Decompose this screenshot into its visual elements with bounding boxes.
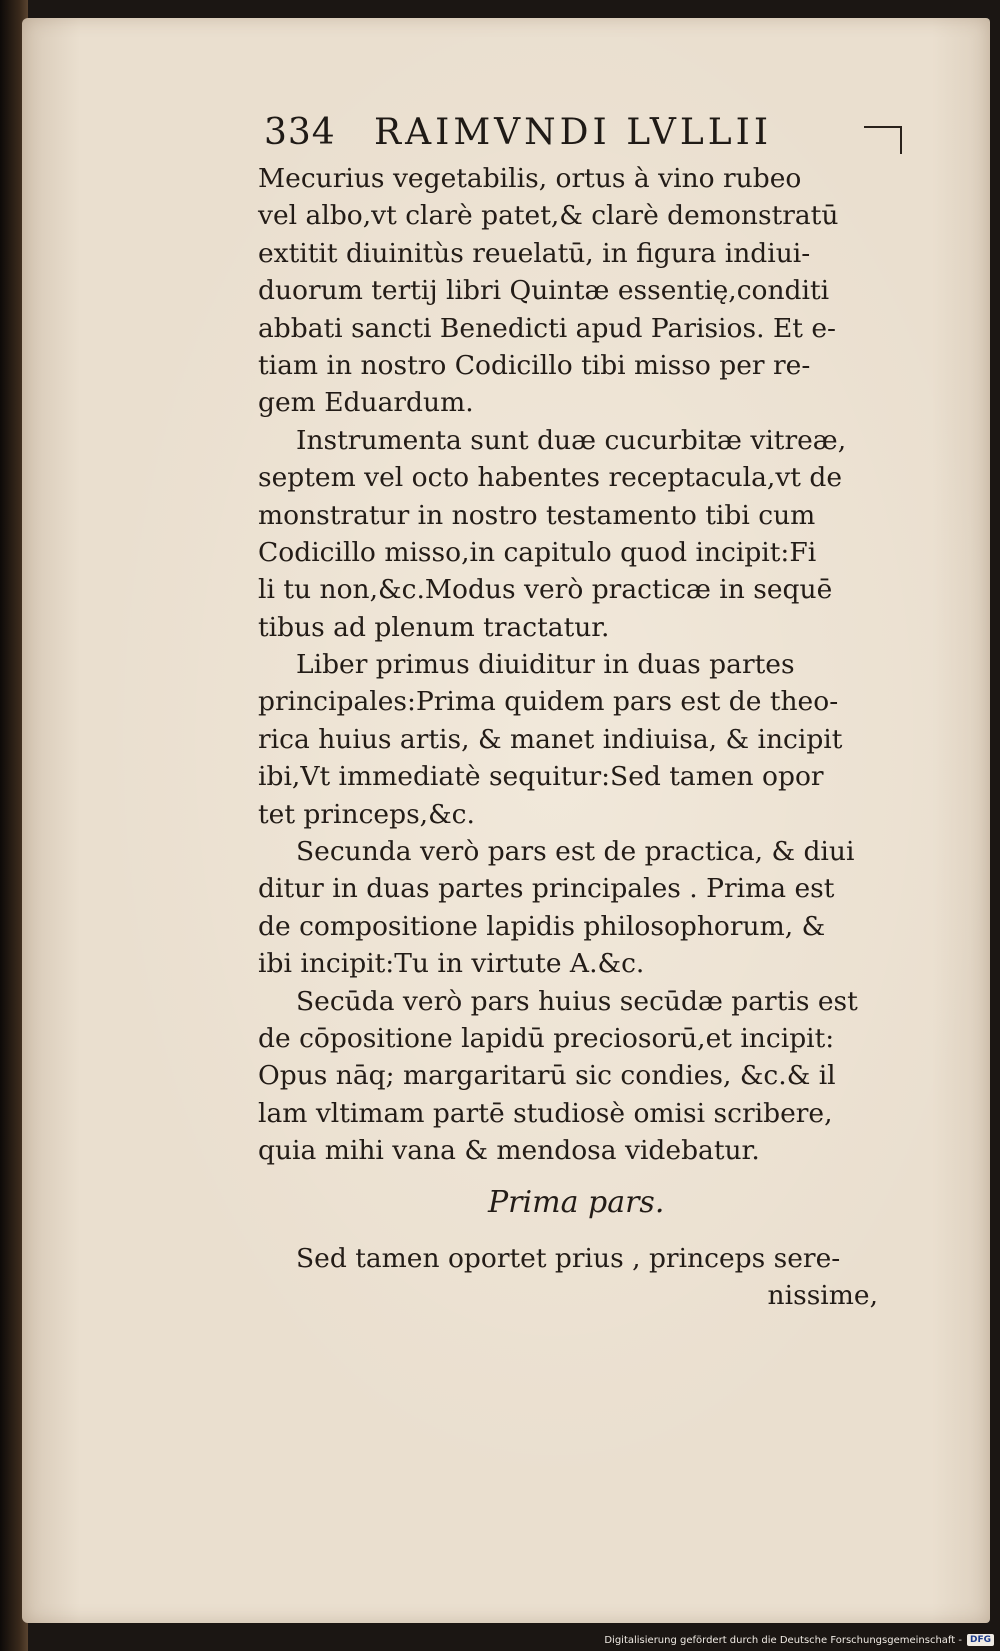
text-line: Instrumenta sunt duæ cucurbitæ vitreæ,	[296, 424, 847, 456]
text-line: monstratur in nostro testamento tibi cum	[258, 499, 816, 531]
text-line: extitit diuinitùs reuelatū, in figura indiui-	[258, 237, 811, 269]
text-line: Codicillo misso,in capitulo quod incipit:Fi	[258, 536, 817, 568]
credit-text: Digitalisierung gefördert durch die Deutsche Forschungsgemeinschaft -	[604, 1634, 962, 1646]
header-rule	[864, 126, 902, 154]
text-line: li tu non,&c.Modus verò practicæ in sequē	[258, 574, 833, 606]
text-line: duorum tertij libri Quintæ essentię,conditi	[258, 275, 830, 307]
text-line: septem vel octo habentes receptacula,vt de	[258, 462, 843, 494]
text-line: Liber primus diuiditur in duas partes	[296, 649, 795, 681]
text-line: Opus nāq; margaritarū sic condies, &c.& il	[258, 1060, 836, 1092]
text-line: ibi incipit:Tu in virtute A.&c.	[258, 948, 645, 980]
text-line: rica huius artis, & manet indiuisa, & incipit	[258, 723, 843, 755]
text-line: principales:Prima quidem pars est de theo-	[258, 686, 839, 718]
running-head: RAIMVNDI LVLLII	[374, 112, 773, 153]
text-line: Mecurius vegetabilis, ortus à vino rubeo	[258, 163, 802, 194]
text-line: ditur in duas partes principales . Prima est	[258, 873, 835, 905]
text-line: lam vltimam partē studiosè omisi scribere,	[258, 1097, 833, 1129]
text-line: tiam in nostro Codicillo tibi misso per re-	[258, 349, 811, 381]
text-line: abbati sancti Benedicti apud Parisios. Et e-	[258, 312, 836, 344]
text-line: vel albo,vt clarè patet,& clarè demonstratū	[258, 200, 839, 232]
text-line: Sed tamen oportet prius , princeps sere-	[296, 1242, 841, 1274]
text-line: gem Eduardum.	[258, 387, 474, 419]
page-number: 334	[264, 112, 336, 153]
text-line: Secūda verò pars huius secūdæ partis est	[296, 985, 858, 1017]
text-line: tibus ad plenum tractatur.	[258, 611, 610, 643]
page-header	[264, 106, 904, 166]
text-line: de cōpositione lapidū preciosorū,et incipit:	[258, 1022, 835, 1054]
text-line: nissime,	[767, 1279, 878, 1311]
text-line: de compositione lapidis philosophorum, &	[258, 910, 826, 942]
text-line: quia mihi vana & mendosa videbatur.	[258, 1135, 760, 1167]
text-line: Secunda verò pars est de practica, & diui	[296, 836, 855, 868]
section-title: Prima pars.	[488, 1184, 665, 1220]
body-text	[258, 160, 898, 1314]
text-line: tet princeps,&c.	[258, 798, 475, 830]
dfg-logo-icon: DFG	[967, 1634, 994, 1646]
digitization-credit	[604, 1631, 994, 1649]
text-line: ibi,Vt immediatè sequitur:Sed tamen opor	[258, 761, 824, 793]
